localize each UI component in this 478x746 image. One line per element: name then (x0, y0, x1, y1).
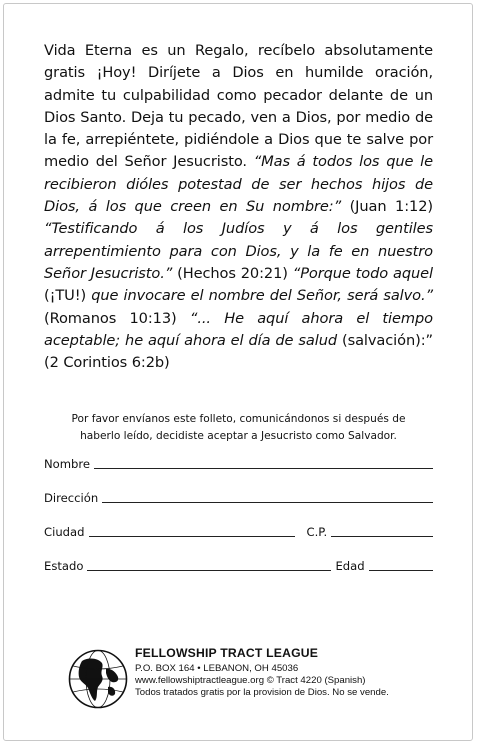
quote-acts: “Testificando á los Judíos y á los gentiles arrepentimiento para con Dios, y la fe en nuestro Señor Jesucristo.” (44, 220, 433, 282)
ref-john: (Juan 1:12) (349, 198, 433, 216)
tract-message (44, 40, 433, 374)
direccion-row (44, 491, 433, 505)
ref-corinthians: (2 Corintios 6:2b) (44, 354, 170, 372)
direccion-label: Dirección (44, 491, 99, 505)
nombre-row (44, 457, 433, 471)
org-address: P.O. BOX 164 • LEBANON, OH 45036 (135, 663, 299, 674)
quote-romans-tu: (¡TU!) (44, 287, 87, 305)
nombre-label: Nombre (44, 457, 91, 471)
edad-label: Edad (335, 559, 365, 573)
quote-corinthians: “... He aquí ahora el tiempo aceptable; he aquí ahora el día de salud (44, 309, 433, 349)
ciudad-field[interactable] (89, 535, 295, 537)
quote-romans-b: que invocare el nombre del Señor, será salvo.” (91, 287, 433, 305)
edad-field[interactable] (369, 569, 433, 571)
instruction-line-1: Por favor envíanos este folleto, comunicándonos si después de (71, 413, 406, 425)
estado-label: Estado (44, 559, 84, 573)
quote-romans-a: “Porque todo aquel (292, 264, 433, 282)
message-intro: Vida Eterna es un Regalo, recíbelo absolutamente gratis ¡Hoy! Diríjete a Dios en humilde oración, admite tu culpabilidad como pecador delante de un Dios Santo. Deja tu pecado, ven a Dios, por medio de la fe, arrepiéntete, pidiéndole a Dios que te salve por medio del Señor Jesucristo. (44, 42, 433, 171)
ref-romans: (Romanos 10:13) (44, 309, 177, 327)
ciudad-label: Ciudad (44, 525, 85, 539)
estado-field[interactable] (87, 569, 331, 571)
cp-field[interactable] (331, 535, 433, 537)
org-website[interactable]: www.fellowshiptractleague.org © Tract 4220 (Spanish) (135, 675, 366, 686)
quote-corinthians-paren: (salvación):” (341, 331, 433, 349)
cp-label: C.P. (306, 525, 328, 539)
direccion-field[interactable] (102, 501, 433, 503)
estado-row (44, 559, 433, 573)
org-name: FELLOWSHIP TRACT LEAGUE (135, 646, 319, 660)
instruction-line-2: haberlo leído, decidiste aceptar a Jesucristo como Salvador. (80, 430, 397, 442)
nombre-field[interactable] (94, 467, 433, 469)
ref-acts: (Hechos 20:21) (177, 264, 288, 282)
org-note: Todos tratados gratis por la provision de Dios. No se vende. (135, 687, 389, 698)
ciudad-row (44, 525, 433, 539)
form-instruction (44, 411, 433, 445)
globe-icon (68, 649, 128, 709)
quote-john: “Mas á todos los que le recibieron dióles potestad de ser hechos hijos de Dios, á los que creen en Su nombre:” (44, 153, 433, 216)
